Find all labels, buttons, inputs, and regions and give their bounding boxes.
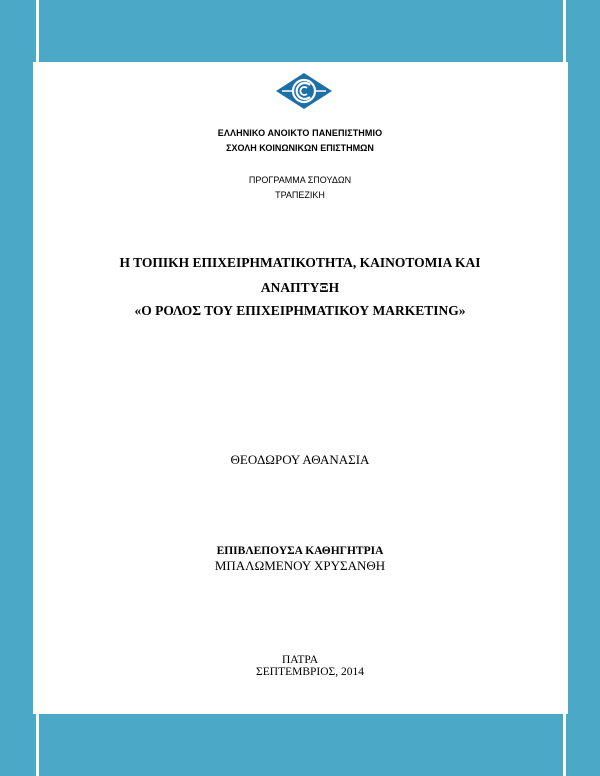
school-name: ΣΧΟΛΗ ΚΟΙΝΩΝΙΚΩΝ ΕΠΙΣΤΗΜΩΝ bbox=[226, 143, 374, 153]
bottom-frame-band bbox=[0, 714, 600, 776]
date: ΣΕΠΤΕΜΒΡΙΟΣ, 2014 bbox=[256, 666, 364, 678]
university-name: ΕΛΛΗΝΙΚΟ ΑΝΟΙΚΤΟ ΠΑΝΕΠΙΣΤΗΜΙΟ bbox=[217, 128, 383, 138]
thesis-title-line-2: ΑΝΑΠΤΥΞΗ bbox=[260, 280, 340, 295]
thesis-title-line-1: Η ΤΟΠΙΚΗ ΕΠΙΧΕΙΡΗΜΑΤΙΚΟΤΗΤΑ, ΚΑΙΝΟΤΟΜΙΑ ΚΑΙ bbox=[119, 255, 481, 270]
supervisor-name: ΜΠΑΛΩΜΕΝΟΥ ΧΡΥΣΑΝΘΗ bbox=[214, 558, 386, 573]
cover-page bbox=[41, 62, 563, 714]
university-logo-icon bbox=[274, 72, 334, 110]
top-frame-band bbox=[0, 0, 600, 62]
program-name: ΤΡΑΠΕΖΙΚΗ bbox=[275, 190, 325, 200]
supervisor-label: ΕΠΙΒΛΕΠΟΥΣΑ ΚΑΘΗΓΗΤΡΙΑ bbox=[216, 545, 384, 557]
city: ΠΑΤΡΑ bbox=[281, 654, 319, 666]
thesis-subtitle: «Ο ΡΟΛΟΣ ΤΟΥ ΕΠΙΧΕΙΡΗΜΑΤΙΚΟΥ MARKETING» bbox=[134, 303, 466, 318]
program-label: ΠΡΟΓΡΑΜΜΑ ΣΠΟΥΔΩΝ bbox=[248, 175, 352, 185]
author-name: ΘΕΟΔΩΡΟΥ ΑΘΑΝΑΣΙΑ bbox=[230, 452, 370, 467]
